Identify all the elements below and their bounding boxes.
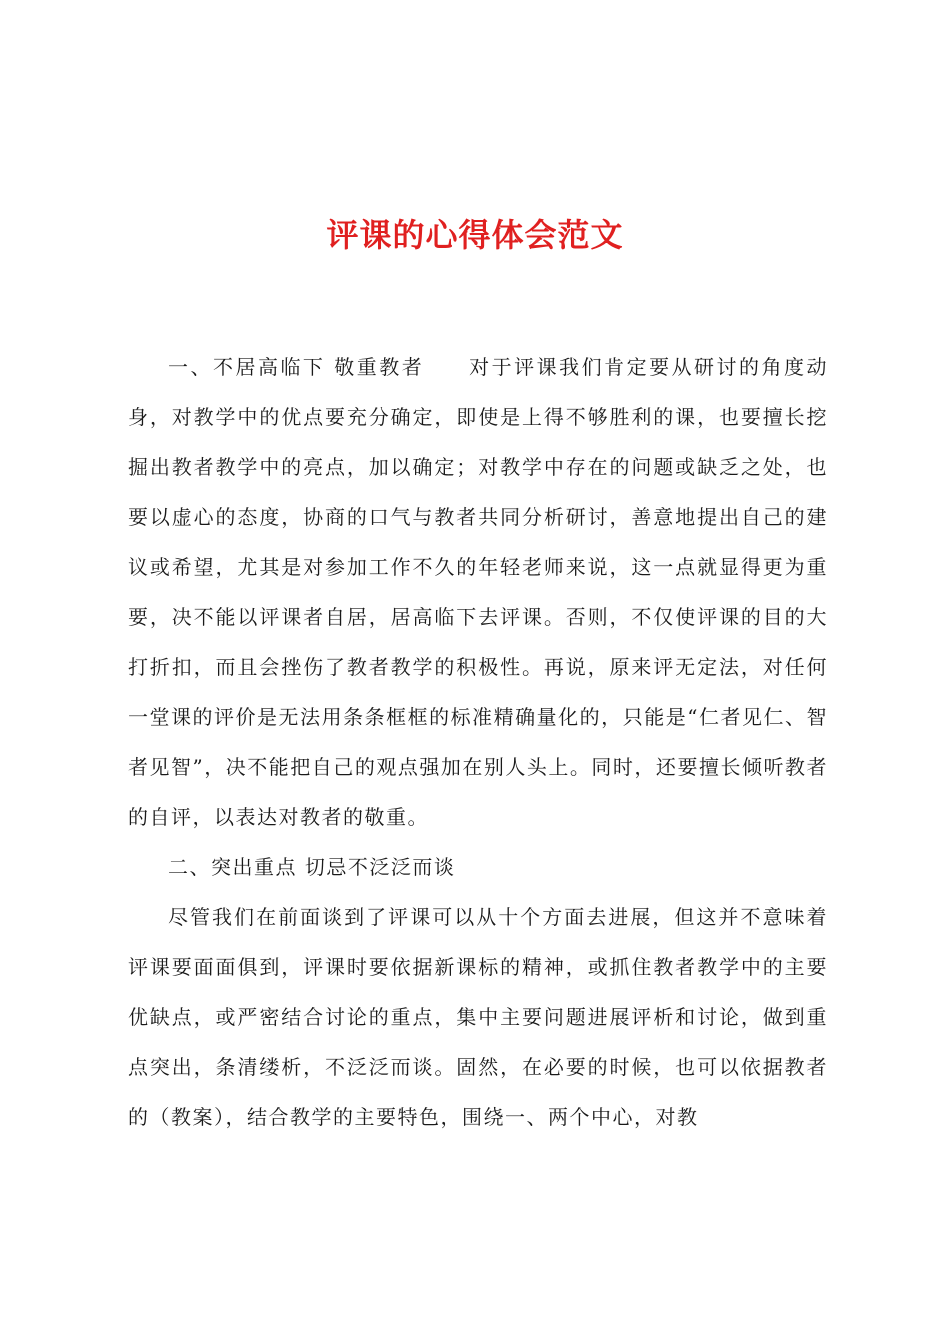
paragraph-2: 二、突出重点 切忌不泛泛而谈 bbox=[168, 855, 456, 879]
paragraph-3: 尽管我们在前面谈到了评课可以从十个方面去进展，但这并不意味着评课要面面俱到，评课时要依据新课标的精神，或抓住教者教学中的主要优缺点，或严密结合讨论的重点，集中主要问题进展评析和讨论，做到重点突出，条清缕析，不泛泛而谈。固然，在必要的时候，也可以依据教者的（教案），结合教学的主要特色，围绕一、两个中心，对教 bbox=[128, 905, 828, 1129]
document-body bbox=[128, 342, 828, 1142]
paragraph-1: 一、不居高临下 敬重教者 对于评课我们肯定要从研讨的角度动身，对教学中的优点要充分确定，即使是上得不够胜利的课，也要擅长挖掘出教者教学中的亮点，加以确定；对教学中存在的问题或缺乏之处，也要以虚心的态度，协商的口气与教者共同分析研讨，善意地提出自己的建议或希望，尤其是对参加工作不久的年轻老师来说，这一点就显得更为重要，决不能以评课者自居，居高临下去评课。否则，不仅使评课的目的大打折扣，而且会挫伤了教者教学的积极性。再说，原来评无定法，对任何一堂课的评价是无法用条条框框的标准精确量化的，只能是“仁者见仁、智者见智”，决不能把自己的观点强加在别人头上。同时，还要擅长倾听教者的自评，以表达对教者的敬重。 bbox=[128, 355, 828, 829]
document-title: 评课的心得体会范文 bbox=[326, 216, 624, 254]
